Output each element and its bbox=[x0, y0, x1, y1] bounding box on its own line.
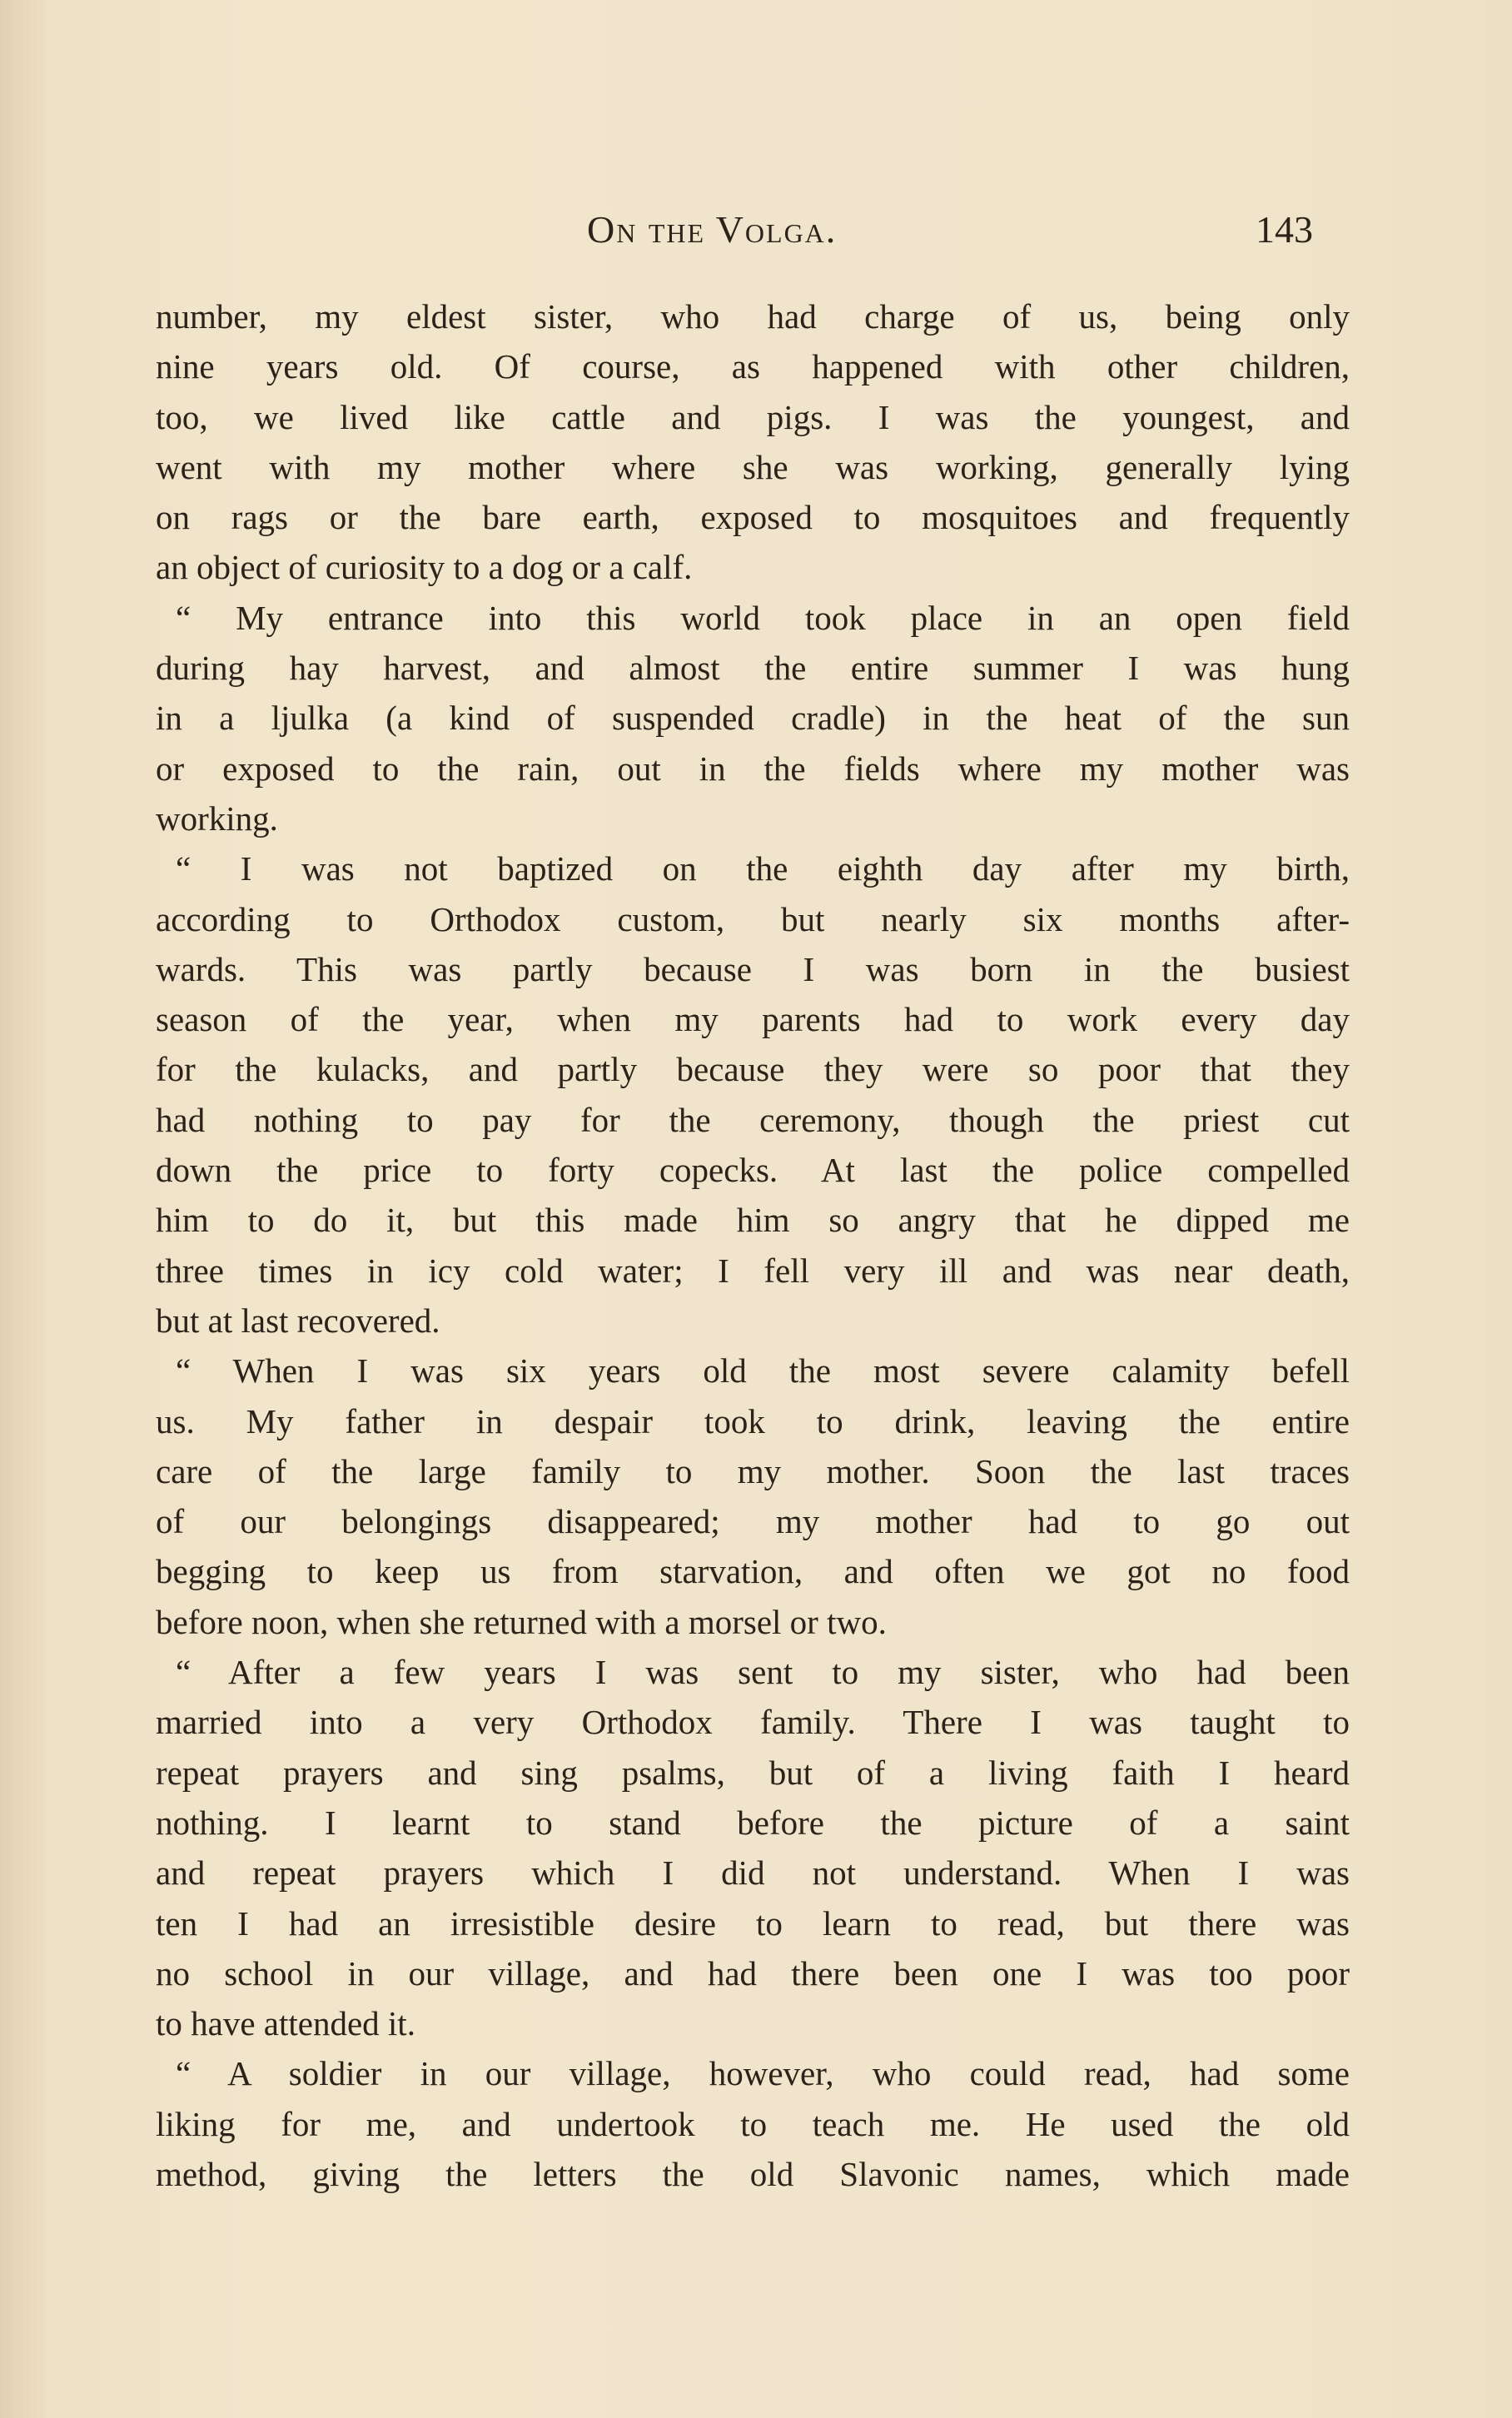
body-text bbox=[156, 291, 1350, 2199]
paragraph-start-line: “ After a few years I was sent to my sister, who had been bbox=[176, 1653, 1350, 1692]
text-line: and repeat prayers which I did not understand. When I was bbox=[156, 1853, 1350, 1893]
text-line: ten I had an irresistible desire to learn to read, but there was bbox=[156, 1903, 1350, 1943]
text-line: liking for me, and undertook to teach me. He used the old bbox=[156, 2104, 1350, 2143]
text-line: down the price to forty copecks. At last the police compelled bbox=[156, 1151, 1350, 1190]
paragraph-start-line: “ I was not baptized on the eighth day after my birth, bbox=[176, 849, 1350, 888]
text-line: nothing. I learnt to stand before the picture of a saint bbox=[156, 1803, 1350, 1842]
text-line: on rags or the bare earth, exposed to mosquitoes and frequently bbox=[156, 498, 1350, 537]
text-line: him to do it, but this made him so angry that he dipped me bbox=[156, 1201, 1350, 1240]
text-line: us. My father in despair took to drink, leaving the entire bbox=[156, 1401, 1350, 1440]
page-number: 143 bbox=[1256, 208, 1313, 251]
text-line: no school in our village, and had there been one I was too poor bbox=[156, 1953, 1350, 1993]
text-line: went with my mother where she was working, generally lying bbox=[156, 447, 1350, 486]
text-line: according to Orthodox custom, but nearly six months after- bbox=[156, 899, 1350, 938]
text-line: working. bbox=[156, 799, 278, 838]
text-line: begging to keep us from starvation, and often we got no food bbox=[156, 1552, 1350, 1591]
text-line: for the kulacks, and partly because they were so poor that they bbox=[156, 1050, 1350, 1089]
text-line: number, my eldest sister, who had charge of us, being only bbox=[156, 297, 1350, 336]
paragraph-start-line: “ My entrance into this world took place in an open field bbox=[176, 598, 1350, 637]
text-line: before noon, when she returned with a morsel or two. bbox=[156, 1602, 887, 1641]
text-line: an object of curiosity to a dog or a calf. bbox=[156, 548, 693, 587]
text-line: or exposed to the rain, out in the fields where my mother was bbox=[156, 749, 1350, 788]
text-line: method, giving the letters the old Slavonic names, which made bbox=[156, 2154, 1350, 2193]
text-line: had nothing to pay for the ceremony, though the priest cut bbox=[156, 1100, 1350, 1139]
running-head bbox=[0, 205, 1512, 255]
text-line: of our belongings disappeared; my mother had to go out bbox=[156, 1502, 1350, 1541]
paragraph-start-line: “ A soldier in our village, however, who could read, had some bbox=[176, 2054, 1350, 2093]
text-line: nine years old. Of course, as happened with other children, bbox=[156, 347, 1350, 386]
text-line: three times in icy cold water; I fell very ill and was near death, bbox=[156, 1251, 1350, 1290]
text-line: too, we lived like cattle and pigs. I was the youngest, and bbox=[156, 397, 1350, 436]
running-title: On the Volga. bbox=[587, 208, 838, 251]
text-line: care of the large family to my mother. Soon the last traces bbox=[156, 1451, 1350, 1490]
text-line: wards. This was partly because I was born in the busiest bbox=[156, 949, 1350, 988]
text-line: to have attended it. bbox=[156, 2004, 415, 2043]
text-line: during hay harvest, and almost the entire summer I was hung bbox=[156, 649, 1350, 688]
text-line: season of the year, when my parents had to work every day bbox=[156, 1000, 1350, 1039]
text-line: repeat prayers and sing psalms, but of a living faith I heard bbox=[156, 1753, 1350, 1792]
text-line: married into a very Orthodox family. There I was taught to bbox=[156, 1703, 1350, 1742]
text-line: but at last recovered. bbox=[156, 1301, 440, 1340]
paragraph-start-line: “ When I was six years old the most severe calamity befell bbox=[176, 1351, 1350, 1391]
text-line: in a ljulka (a kind of suspended cradle) in the heat of the sun bbox=[156, 699, 1350, 738]
